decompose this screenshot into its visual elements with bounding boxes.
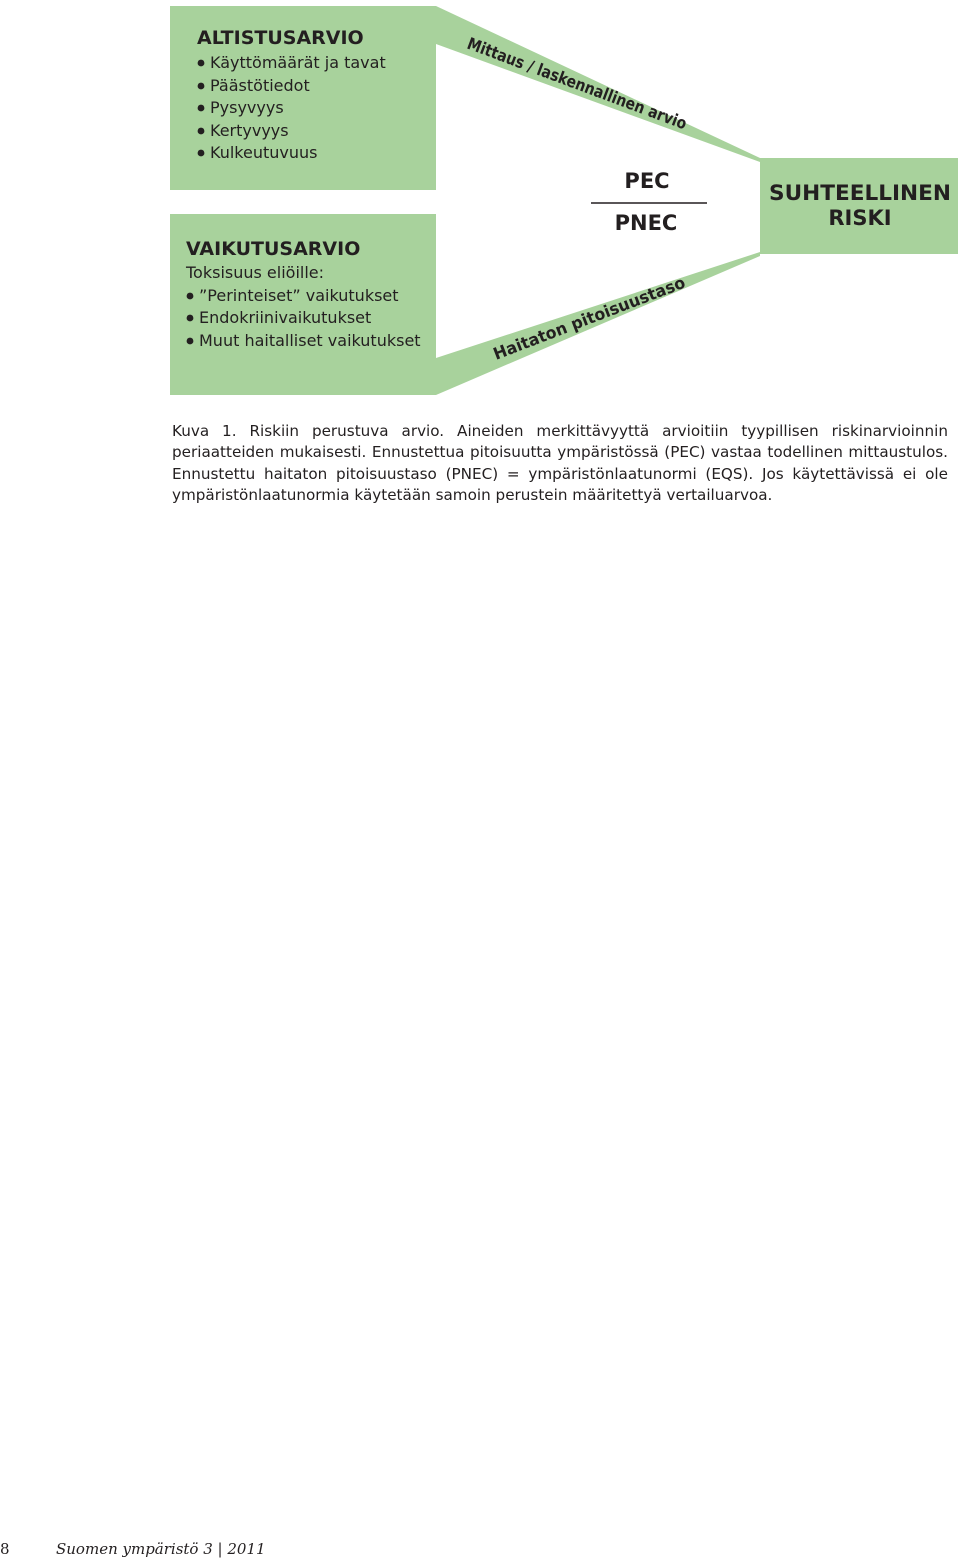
ratio-denominator: PNEC	[614, 211, 678, 235]
exposure-title: ALTISTUSARVIO	[197, 27, 364, 49]
publication-title: Suomen ympäristö 3 | 2011	[56, 1540, 266, 1558]
exposure-item: Käyttömäärät ja tavat	[210, 53, 386, 72]
bullet	[198, 60, 205, 67]
risk-assessment-diagram	[0, 0, 960, 400]
result-line-2: RISKI	[828, 206, 892, 230]
lower-band-label: Haitaton pitoisuustaso	[490, 270, 696, 364]
bullet	[198, 83, 205, 90]
ratio-numerator: PEC	[624, 169, 670, 193]
exposure-item: Kertyvyys	[210, 121, 289, 140]
exposure-item: Päästötiedot	[210, 76, 310, 95]
upper-band-label: Mittaus / laskennallinen arvio	[464, 33, 730, 149]
effect-subtitle: Toksisuus eliöille:	[186, 263, 325, 282]
page-number: 8	[0, 1540, 10, 1558]
bullet	[187, 338, 194, 345]
figure-caption: Kuva 1. Riskiin perustuva arvio. Aineiden merkittävyyttä arvioitiin tyypillisen riskinarvioinnin periaatteiden mukaisesti. Ennustettua pitoisuutta ympäristössä (PEC) vastaa todellinen mittaustulos. Ennustettu haitaton pitoisuustaso (PNEC) = ympäristönlaatunormi (EQS). Jos käytettävissä ei ole ympäristönlaatunormia käytetään samoin perustein määritettyä vertailuarvoa.	[172, 422, 948, 504]
bullet	[198, 105, 205, 112]
bullet	[198, 150, 205, 157]
exposure-item: Kulkeutuvuus	[210, 143, 318, 162]
effect-item: Muut haitalliset vaikutukset	[199, 331, 421, 350]
effect-item: Endokriinivaikutukset	[199, 308, 372, 327]
bullet	[187, 315, 194, 322]
effect-title: VAIKUTUSARVIO	[186, 238, 361, 260]
bullet	[198, 128, 205, 135]
bullet	[187, 293, 194, 300]
exposure-item: Pysyvyys	[210, 98, 284, 117]
effect-item: ”Perinteiset” vaikutukset	[199, 286, 399, 305]
result-line-1: SUHTEELLINEN	[769, 181, 951, 205]
